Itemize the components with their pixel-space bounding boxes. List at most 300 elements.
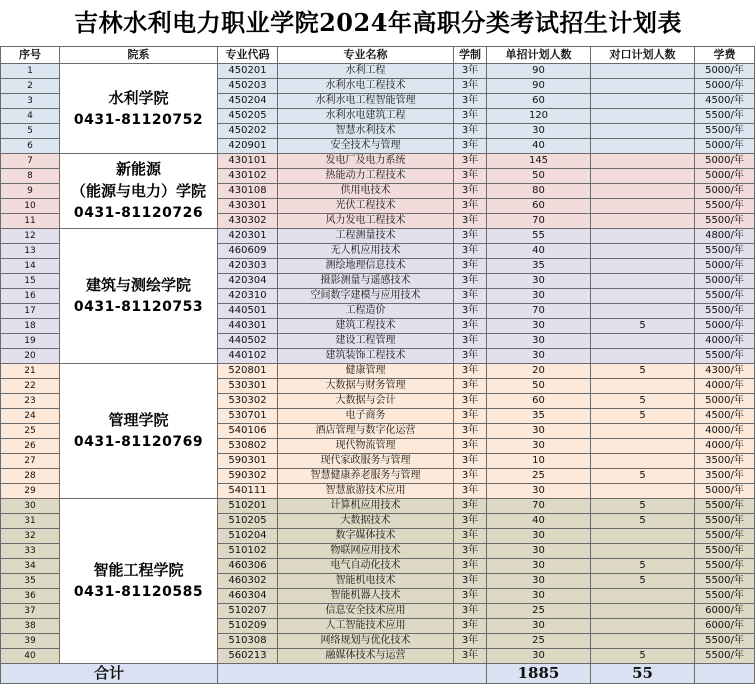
row-major-name: 计算机应用技术 [278, 499, 454, 514]
row-targeted-plan [591, 634, 695, 649]
row-seq: 37 [1, 604, 60, 619]
row-targeted-plan [591, 289, 695, 304]
row-single-plan: 30 [487, 349, 591, 364]
row-tuition: 5000/年 [695, 394, 755, 409]
row-single-plan: 50 [487, 169, 591, 184]
row-seq: 10 [1, 199, 60, 214]
row-seq: 31 [1, 514, 60, 529]
row-major-code: 420303 [218, 259, 278, 274]
table-row [1, 364, 755, 379]
row-major-name: 智能机器人技术 [278, 589, 454, 604]
total-fee-spacer [695, 664, 755, 684]
row-targeted-plan: 5 [591, 469, 695, 484]
row-seq: 18 [1, 319, 60, 334]
row-tuition: 4000/年 [695, 334, 755, 349]
header-single-plan: 单招计划人数 [487, 47, 591, 64]
row-major-name: 电子商务 [278, 409, 454, 424]
row-major-name: 建筑装饰工程技术 [278, 349, 454, 364]
row-single-plan: 20 [487, 364, 591, 379]
department-cell [60, 229, 218, 364]
table-row [1, 154, 755, 169]
department-cell [60, 154, 218, 229]
row-duration: 3年 [454, 544, 487, 559]
row-duration: 3年 [454, 79, 487, 94]
row-targeted-plan [591, 94, 695, 109]
row-major-name: 健康管理 [278, 364, 454, 379]
row-targeted-plan [591, 259, 695, 274]
row-targeted-plan [591, 64, 695, 79]
row-seq: 4 [1, 109, 60, 124]
row-tuition: 5000/年 [695, 139, 755, 154]
row-duration: 3年 [454, 589, 487, 604]
row-seq: 32 [1, 529, 60, 544]
row-tuition: 5500/年 [695, 589, 755, 604]
row-duration: 3年 [454, 169, 487, 184]
row-major-code: 460302 [218, 574, 278, 589]
row-tuition: 5500/年 [695, 499, 755, 514]
row-seq: 17 [1, 304, 60, 319]
row-targeted-plan [591, 154, 695, 169]
row-single-plan: 30 [487, 619, 591, 634]
row-tuition: 6000/年 [695, 619, 755, 634]
row-major-code: 540111 [218, 484, 278, 499]
row-tuition: 4500/年 [695, 409, 755, 424]
row-single-plan: 30 [487, 544, 591, 559]
row-single-plan: 120 [487, 109, 591, 124]
row-tuition: 5500/年 [695, 214, 755, 229]
row-single-plan: 80 [487, 184, 591, 199]
row-major-code: 450204 [218, 94, 278, 109]
row-seq: 9 [1, 184, 60, 199]
row-seq: 29 [1, 484, 60, 499]
row-seq: 2 [1, 79, 60, 94]
row-major-name: 安全技术与管理 [278, 139, 454, 154]
row-major-name: 网络规划与优化技术 [278, 634, 454, 649]
row-duration: 3年 [454, 154, 487, 169]
row-major-code: 530802 [218, 439, 278, 454]
row-targeted-plan [591, 139, 695, 154]
row-duration: 3年 [454, 184, 487, 199]
row-targeted-plan: 5 [591, 499, 695, 514]
row-tuition: 5000/年 [695, 274, 755, 289]
row-tuition: 5500/年 [695, 574, 755, 589]
row-tuition: 5000/年 [695, 169, 755, 184]
department-phone: 0431-81120726 [73, 205, 204, 221]
row-major-name: 热能动力工程技术 [278, 169, 454, 184]
row-major-code: 450202 [218, 124, 278, 139]
row-duration: 3年 [454, 109, 487, 124]
row-major-name: 发电厂及电力系统 [278, 154, 454, 169]
row-seq: 26 [1, 439, 60, 454]
row-major-name: 供用电技术 [278, 184, 454, 199]
row-single-plan: 70 [487, 214, 591, 229]
row-major-name: 建筑工程技术 [278, 319, 454, 334]
row-major-code: 540106 [218, 424, 278, 439]
row-single-plan: 30 [487, 124, 591, 139]
row-seq: 14 [1, 259, 60, 274]
row-duration: 3年 [454, 454, 487, 469]
row-major-code: 460306 [218, 559, 278, 574]
department-name: （能源与电力）学院 [70, 182, 206, 200]
row-tuition: 5000/年 [695, 184, 755, 199]
row-major-code: 430102 [218, 169, 278, 184]
header-code: 专业代码 [218, 47, 278, 64]
row-seq: 22 [1, 379, 60, 394]
row-major-code: 420304 [218, 274, 278, 289]
row-duration: 3年 [454, 214, 487, 229]
row-duration: 3年 [454, 649, 487, 664]
row-tuition: 4000/年 [695, 424, 755, 439]
row-seq: 13 [1, 244, 60, 259]
row-targeted-plan [591, 454, 695, 469]
header-name: 专业名称 [278, 47, 454, 64]
row-targeted-plan: 5 [591, 574, 695, 589]
department-name: 水利学院 [108, 88, 169, 107]
row-major-name: 人工智能技术应用 [278, 619, 454, 634]
row-major-code: 510204 [218, 529, 278, 544]
row-major-code: 420310 [218, 289, 278, 304]
row-major-code: 510201 [218, 499, 278, 514]
row-single-plan: 35 [487, 409, 591, 424]
total-row [1, 664, 755, 684]
row-major-name: 风力发电工程技术 [278, 214, 454, 229]
row-single-plan: 90 [487, 64, 591, 79]
total-label: 合计 [1, 664, 218, 684]
department-cell [60, 499, 218, 664]
row-duration: 3年 [454, 619, 487, 634]
row-targeted-plan [591, 214, 695, 229]
row-major-name: 现代家政服务与管理 [278, 454, 454, 469]
row-tuition: 5500/年 [695, 529, 755, 544]
row-major-code: 430108 [218, 184, 278, 199]
table-row [1, 64, 755, 79]
row-targeted-plan: 5 [591, 409, 695, 424]
row-major-name: 数字媒体技术 [278, 529, 454, 544]
row-tuition: 3500/年 [695, 469, 755, 484]
row-major-code: 510205 [218, 514, 278, 529]
row-single-plan: 70 [487, 304, 591, 319]
row-tuition: 5000/年 [695, 64, 755, 79]
row-major-code: 420901 [218, 139, 278, 154]
row-major-code: 440502 [218, 334, 278, 349]
row-tuition: 5500/年 [695, 349, 755, 364]
row-duration: 3年 [454, 394, 487, 409]
row-duration: 3年 [454, 349, 487, 364]
row-seq: 30 [1, 499, 60, 514]
row-single-plan: 30 [487, 559, 591, 574]
row-seq: 33 [1, 544, 60, 559]
total-spacer [218, 664, 487, 684]
row-duration: 3年 [454, 274, 487, 289]
row-major-name: 水利工程 [278, 64, 454, 79]
row-single-plan: 30 [487, 574, 591, 589]
row-duration: 3年 [454, 424, 487, 439]
header-seq: 序号 [1, 47, 60, 64]
row-tuition: 5000/年 [695, 154, 755, 169]
row-major-name: 水利水电建筑工程 [278, 109, 454, 124]
row-targeted-plan [591, 379, 695, 394]
row-duration: 3年 [454, 604, 487, 619]
row-seq: 8 [1, 169, 60, 184]
row-tuition: 5500/年 [695, 544, 755, 559]
row-seq: 36 [1, 589, 60, 604]
row-targeted-plan [591, 604, 695, 619]
row-seq: 15 [1, 274, 60, 289]
row-major-code: 450205 [218, 109, 278, 124]
row-major-name: 物联网应用技术 [278, 544, 454, 559]
row-duration: 3年 [454, 199, 487, 214]
row-seq: 20 [1, 349, 60, 364]
row-tuition: 6000/年 [695, 604, 755, 619]
row-seq: 7 [1, 154, 60, 169]
row-single-plan: 60 [487, 94, 591, 109]
row-targeted-plan [591, 424, 695, 439]
row-duration: 3年 [454, 559, 487, 574]
row-single-plan: 25 [487, 469, 591, 484]
row-duration: 3年 [454, 634, 487, 649]
row-targeted-plan: 5 [591, 364, 695, 379]
enrollment-table [0, 46, 755, 684]
row-single-plan: 50 [487, 379, 591, 394]
table-body [1, 64, 755, 664]
row-targeted-plan [591, 589, 695, 604]
row-major-name: 现代物流管理 [278, 439, 454, 454]
row-seq: 28 [1, 469, 60, 484]
row-tuition: 5500/年 [695, 304, 755, 319]
row-single-plan: 40 [487, 244, 591, 259]
row-tuition: 5500/年 [695, 109, 755, 124]
row-duration: 3年 [454, 334, 487, 349]
row-duration: 3年 [454, 94, 487, 109]
row-targeted-plan [591, 544, 695, 559]
row-tuition: 4800/年 [695, 229, 755, 244]
row-duration: 3年 [454, 244, 487, 259]
row-single-plan: 30 [487, 589, 591, 604]
department-phone: 0431-81120752 [73, 111, 204, 128]
row-targeted-plan [591, 349, 695, 364]
row-major-name: 智慧水利技术 [278, 124, 454, 139]
row-tuition: 5000/年 [695, 259, 755, 274]
row-targeted-plan [591, 244, 695, 259]
row-major-name: 酒店管理与数字化运营 [278, 424, 454, 439]
row-major-code: 440501 [218, 304, 278, 319]
row-major-name: 大数据与财务管理 [278, 379, 454, 394]
row-duration: 3年 [454, 289, 487, 304]
row-seq: 16 [1, 289, 60, 304]
row-targeted-plan [591, 169, 695, 184]
row-tuition: 5500/年 [695, 199, 755, 214]
row-targeted-plan [591, 229, 695, 244]
row-major-code: 460609 [218, 244, 278, 259]
row-single-plan: 30 [487, 484, 591, 499]
row-major-name: 摄影测量与遥感技术 [278, 274, 454, 289]
table-row [1, 229, 755, 244]
row-single-plan: 40 [487, 139, 591, 154]
row-duration: 3年 [454, 574, 487, 589]
row-major-name: 空间数字建模与应用技术 [278, 289, 454, 304]
row-duration: 3年 [454, 379, 487, 394]
row-targeted-plan: 5 [591, 394, 695, 409]
row-single-plan: 30 [487, 274, 591, 289]
department-phone: 0431-81120585 [73, 584, 204, 600]
total-targeted: 55 [591, 664, 695, 684]
row-tuition: 5500/年 [695, 559, 755, 574]
row-seq: 25 [1, 424, 60, 439]
row-major-name: 建设工程管理 [278, 334, 454, 349]
row-targeted-plan [591, 439, 695, 454]
row-tuition: 5500/年 [695, 514, 755, 529]
department-name: 新能源 [115, 160, 161, 178]
row-major-code: 510308 [218, 634, 278, 649]
row-major-name: 智慧健康养老服务与管理 [278, 469, 454, 484]
row-major-name: 工程测量技术 [278, 229, 454, 244]
header-targeted-plan: 对口计划人数 [591, 47, 695, 64]
row-major-code: 590301 [218, 454, 278, 469]
row-tuition: 5000/年 [695, 79, 755, 94]
row-tuition: 3500/年 [695, 454, 755, 469]
row-targeted-plan: 5 [591, 514, 695, 529]
row-major-name: 智慧旅游技术应用 [278, 484, 454, 499]
row-major-name: 工程造价 [278, 304, 454, 319]
row-duration: 3年 [454, 64, 487, 79]
row-duration: 3年 [454, 529, 487, 544]
row-single-plan: 55 [487, 229, 591, 244]
row-single-plan: 60 [487, 394, 591, 409]
row-single-plan: 145 [487, 154, 591, 169]
department-name: 智能工程学院 [93, 561, 184, 579]
row-tuition: 5000/年 [695, 319, 755, 334]
row-major-code: 510207 [218, 604, 278, 619]
row-single-plan: 10 [487, 454, 591, 469]
row-single-plan: 30 [487, 439, 591, 454]
row-duration: 3年 [454, 139, 487, 154]
row-duration: 3年 [454, 439, 487, 454]
header-tuition: 学费 [695, 47, 755, 64]
row-tuition: 4000/年 [695, 439, 755, 454]
row-seq: 40 [1, 649, 60, 664]
row-single-plan: 90 [487, 79, 591, 94]
row-seq: 21 [1, 364, 60, 379]
row-seq: 11 [1, 214, 60, 229]
department-name: 管理学院 [108, 411, 169, 429]
row-seq: 27 [1, 454, 60, 469]
row-seq: 35 [1, 574, 60, 589]
row-duration: 3年 [454, 229, 487, 244]
row-duration: 3年 [454, 469, 487, 484]
header-dept: 院系 [60, 47, 218, 64]
row-targeted-plan [591, 334, 695, 349]
row-tuition: 4300/年 [695, 364, 755, 379]
row-seq: 24 [1, 409, 60, 424]
row-duration: 3年 [454, 409, 487, 424]
row-duration: 3年 [454, 124, 487, 139]
row-single-plan: 30 [487, 289, 591, 304]
row-major-code: 590302 [218, 469, 278, 484]
row-major-name: 大数据与会计 [278, 394, 454, 409]
page-title: 吉林水利电力职业学院2024年高职分类考试招生计划表 [74, 8, 682, 37]
row-major-name: 信息安全技术应用 [278, 604, 454, 619]
row-major-code: 510209 [218, 619, 278, 634]
row-single-plan: 70 [487, 499, 591, 514]
row-major-name: 智能机电技术 [278, 574, 454, 589]
row-duration: 3年 [454, 499, 487, 514]
row-targeted-plan [591, 199, 695, 214]
row-seq: 38 [1, 619, 60, 634]
row-major-code: 460304 [218, 589, 278, 604]
row-major-name: 测绘地理信息技术 [278, 259, 454, 274]
row-tuition: 5500/年 [695, 124, 755, 139]
row-duration: 3年 [454, 364, 487, 379]
department-phone: 0431-81120769 [73, 434, 204, 450]
row-major-code: 440301 [218, 319, 278, 334]
row-targeted-plan [591, 529, 695, 544]
row-single-plan: 60 [487, 199, 591, 214]
row-major-code: 530701 [218, 409, 278, 424]
row-single-plan: 30 [487, 649, 591, 664]
row-single-plan: 30 [487, 319, 591, 334]
row-major-code: 560213 [218, 649, 278, 664]
row-targeted-plan [591, 184, 695, 199]
row-targeted-plan: 5 [591, 319, 695, 334]
row-single-plan: 25 [487, 604, 591, 619]
row-seq: 6 [1, 139, 60, 154]
row-tuition: 4000/年 [695, 379, 755, 394]
row-major-code: 440102 [218, 349, 278, 364]
row-targeted-plan: 5 [591, 649, 695, 664]
row-major-code: 530302 [218, 394, 278, 409]
row-single-plan: 30 [487, 424, 591, 439]
row-tuition: 5500/年 [695, 649, 755, 664]
row-duration: 3年 [454, 259, 487, 274]
row-targeted-plan [591, 124, 695, 139]
row-major-code: 530301 [218, 379, 278, 394]
row-targeted-plan [591, 79, 695, 94]
row-major-name: 电气自动化技术 [278, 559, 454, 574]
row-duration: 3年 [454, 319, 487, 334]
department-cell [60, 364, 218, 499]
row-single-plan: 30 [487, 529, 591, 544]
row-major-code: 450201 [218, 64, 278, 79]
row-single-plan: 25 [487, 634, 591, 649]
row-major-code: 510102 [218, 544, 278, 559]
row-tuition: 5000/年 [695, 484, 755, 499]
row-tuition: 4500/年 [695, 94, 755, 109]
row-major-name: 大数据技术 [278, 514, 454, 529]
row-targeted-plan: 5 [591, 559, 695, 574]
row-duration: 3年 [454, 304, 487, 319]
row-major-name: 无人机应用技术 [278, 244, 454, 259]
department-phone: 0431-81120753 [73, 299, 204, 315]
row-seq: 3 [1, 94, 60, 109]
row-seq: 5 [1, 124, 60, 139]
table-row [1, 499, 755, 514]
row-seq: 34 [1, 559, 60, 574]
row-major-name: 水利水电工程智能管理 [278, 94, 454, 109]
row-major-code: 450203 [218, 79, 278, 94]
total-single: 1885 [487, 664, 591, 684]
row-seq: 12 [1, 229, 60, 244]
row-seq: 39 [1, 634, 60, 649]
row-major-code: 430301 [218, 199, 278, 214]
row-single-plan: 40 [487, 514, 591, 529]
row-tuition: 5500/年 [695, 289, 755, 304]
header-duration: 学制 [454, 47, 487, 64]
row-targeted-plan [591, 274, 695, 289]
row-tuition: 5500/年 [695, 244, 755, 259]
row-major-code: 520801 [218, 364, 278, 379]
department-name: 建筑与测绘学院 [85, 276, 191, 294]
row-seq: 19 [1, 334, 60, 349]
